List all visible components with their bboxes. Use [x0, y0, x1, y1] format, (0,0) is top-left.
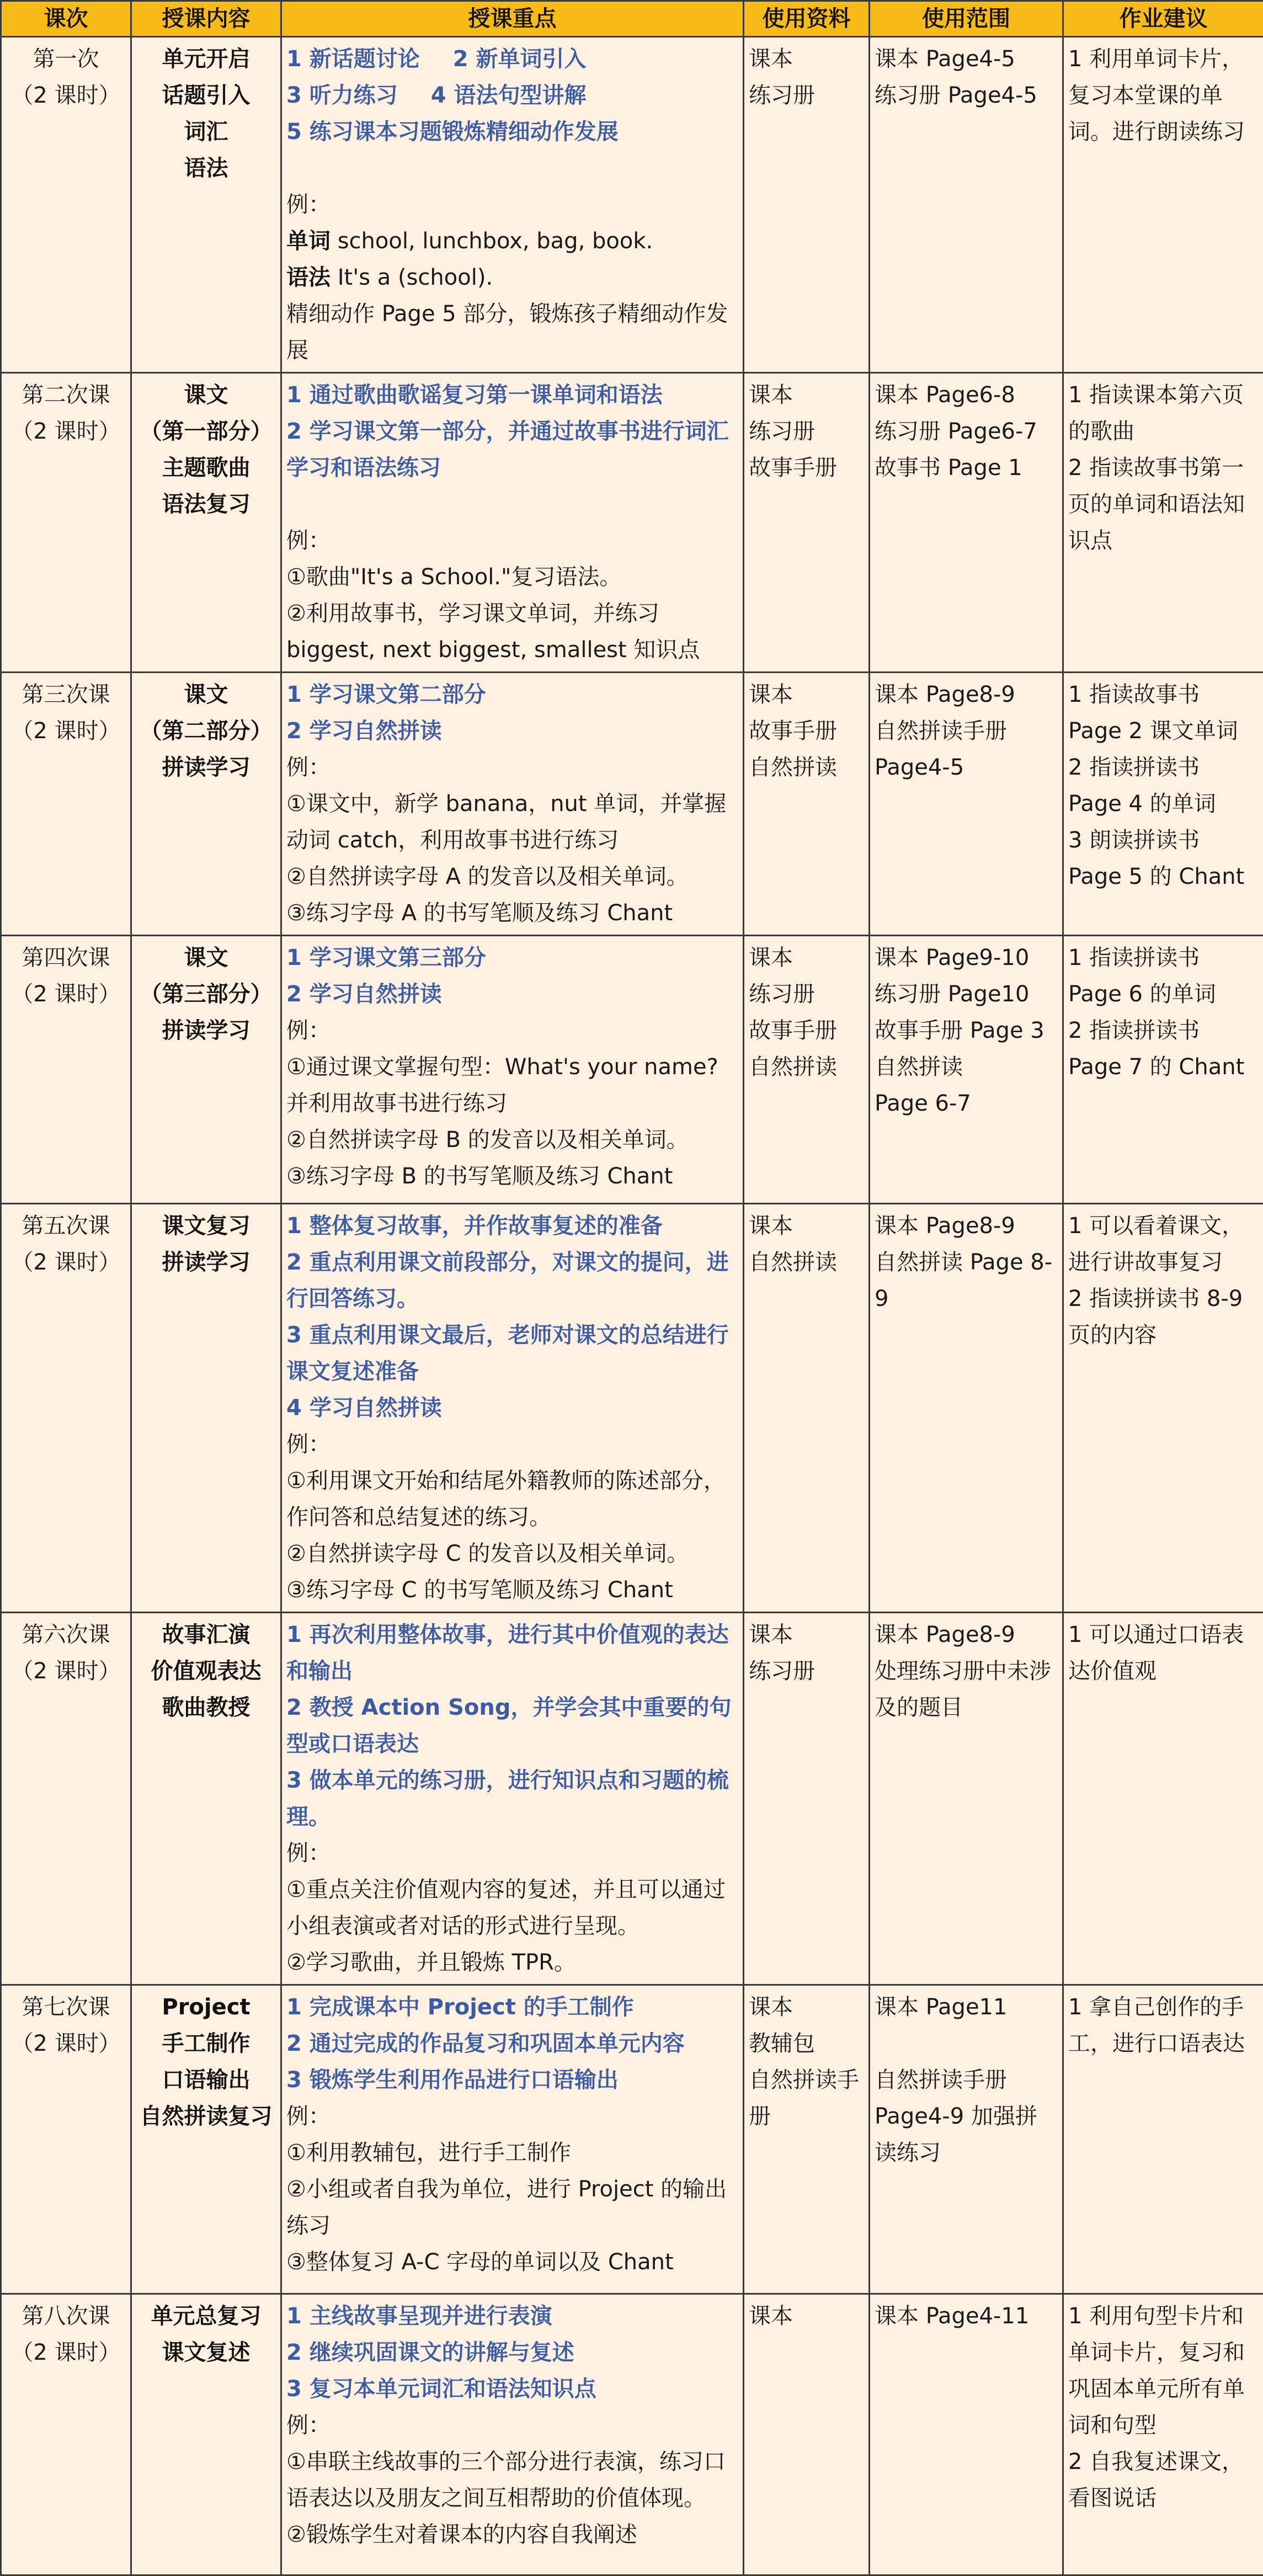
materials-cell — [744, 1985, 870, 2294]
material-item: 练习册 — [749, 77, 864, 114]
homework-cell: 1 拿自己创作的手工，进行口语表达 — [1063, 1985, 1263, 2294]
material-item: 课本 — [749, 41, 864, 77]
lesson-hours: （2 课时） — [6, 1653, 126, 1689]
content-line: 主题歌曲 — [136, 450, 276, 486]
material-item: 自然拼读 — [749, 1244, 864, 1281]
scope-item: 故事手册 Page 3 — [875, 1012, 1058, 1049]
key-point: 1 主线故事呈现并进行表演 — [286, 2298, 738, 2334]
materials-cell — [744, 2294, 870, 2575]
materials-cell — [744, 373, 870, 673]
lesson-cell — [1, 936, 131, 1204]
lesson-hours: （2 课时） — [6, 413, 126, 450]
content-line: 课文 — [136, 676, 276, 713]
key-point: 1 学习课文第三部分 — [286, 940, 738, 976]
key-points-cell — [281, 373, 744, 673]
key-point: 1 再次利用整体故事，进行其中价值观的表达和输出 — [286, 1617, 738, 1689]
example-label: 例： — [286, 186, 738, 223]
content-line: 词汇 — [136, 114, 276, 150]
scope-item: 练习册 Page6-7 — [875, 413, 1058, 450]
lesson-number: 第四次课 — [6, 940, 126, 976]
example-line — [286, 259, 738, 296]
vocab-label: 单词 — [286, 228, 331, 254]
example-line: ②锻炼学生对着课本的内容自我阐述 — [286, 2516, 738, 2553]
lesson-hours: （2 课时） — [6, 713, 126, 749]
example-line: ①利用教辅包，进行手工制作 — [286, 2135, 738, 2171]
lesson-cell — [1, 673, 131, 936]
example-line: ①课文中，新学 banana，nut 单词，并掌握动词 catch，利用故事书进行练习 — [286, 786, 738, 858]
example-line: ①利用课文开始和结尾外籍教师的陈述部分，作问答和总结复述的练习。 — [286, 1463, 738, 1535]
example-label: 例： — [286, 1835, 738, 1871]
key-point: 3 复习本单元词汇和语法知识点 — [286, 2371, 738, 2407]
header-row — [1, 1, 1263, 37]
scope-item: 课本 Page9-10 — [875, 940, 1058, 976]
header-materials: 使用资料 — [744, 1, 870, 37]
table-row — [1, 1204, 1263, 1613]
example-line: ①重点关注价值观内容的复述，并且可以通过小组表演或者对话的形式进行呈现。 — [286, 1871, 738, 1944]
scope-item: 自然拼读手册 — [875, 2062, 1058, 2098]
content-line: 课文复述 — [136, 2334, 276, 2371]
example-line: ①通过课文掌握句型：What's your name? 并利用故事书进行练习 — [286, 1049, 738, 1122]
header-content: 授课内容 — [131, 1, 281, 37]
content-line: 拼读学习 — [136, 749, 276, 786]
content-line: 语法 — [136, 150, 276, 186]
lesson-hours: （2 课时） — [6, 1244, 126, 1281]
header-homework: 作业建议 — [1063, 1, 1263, 37]
content-line: 拼读学习 — [136, 1244, 276, 1281]
materials-cell — [744, 673, 870, 936]
vocab-text: school, lunchbox, bag, book. — [331, 228, 653, 254]
scope-cell — [870, 37, 1063, 373]
scope-item: 处理练习册中未涉及的题目 — [875, 1653, 1058, 1726]
lesson-hours: （2 课时） — [6, 77, 126, 114]
scope-item: 自然拼读 Page 8-9 — [875, 1244, 1058, 1317]
example-line: ③练习字母 A 的书写笔顺及练习 Chant — [286, 895, 738, 931]
scope-item: Page 6-7 — [875, 1085, 1058, 1122]
table-row — [1, 1613, 1263, 1985]
content-line: 故事汇演 — [136, 1617, 276, 1653]
example-line: ②自然拼读字母 C 的发音以及相关单词。 — [286, 1535, 738, 1572]
example-line: ③整体复习 A-C 字母的单词以及 Chant — [286, 2244, 738, 2280]
material-item: 课本 — [749, 1617, 864, 1653]
key-point: 3 听力练习 — [286, 83, 398, 108]
key-point: 2 学习课文第一部分，并通过故事书进行词汇学习和语法练习 — [286, 413, 738, 486]
homework-cell: 1 指读故事书 Page 2 课文单词 2 指读拼读书 Page 4 的单词 3 朗读拼读书 Page 5 的 Chant — [1063, 673, 1263, 936]
key-points-cell — [281, 37, 744, 373]
key-point: 2 继续巩固课文的讲解与复述 — [286, 2334, 738, 2371]
key-point: 3 做本单元的练习册，进行知识点和习题的梳理。 — [286, 1762, 738, 1835]
table-row — [1, 673, 1263, 936]
content-line: 话题引入 — [136, 77, 276, 114]
material-item: 教辅包 — [749, 2025, 864, 2062]
table-row — [1, 373, 1263, 673]
example-label: 例： — [286, 522, 738, 559]
header-lesson: 课次 — [1, 1, 131, 37]
grammar-text: It's a (school). — [331, 265, 493, 290]
key-point: 5 练习课本习题锻炼精细动作发展 — [286, 114, 738, 150]
key-points-cell — [281, 673, 744, 936]
example-line: ②自然拼读字母 B 的发音以及相关单词。 — [286, 1122, 738, 1158]
lesson-number: 第一次 — [6, 41, 126, 77]
content-line: 课文复习 — [136, 1208, 276, 1244]
content-cell — [131, 1204, 281, 1613]
material-item: 课本 — [749, 1989, 864, 2025]
key-point: 4 学习自然拼读 — [286, 1390, 738, 1426]
content-line: 课文 — [136, 940, 276, 976]
table-row — [1, 37, 1263, 373]
materials-cell — [744, 37, 870, 373]
material-item: 故事手册 — [749, 1012, 864, 1049]
scope-item: Page4-5 — [875, 749, 1058, 786]
scope-cell — [870, 373, 1063, 673]
lesson-number: 第三次课 — [6, 676, 126, 713]
key-point: 2 新单词引入 — [453, 46, 587, 72]
table-row — [1, 2294, 1263, 2575]
key-point: 1 通过歌曲歌谣复习第一课单词和语法 — [286, 377, 738, 413]
example-line: 精细动作 Page 5 部分，锻炼孩子精细动作发展 — [286, 296, 738, 369]
content-line: 单元总复习 — [136, 2298, 276, 2334]
key-point: 1 新话题讨论 — [286, 46, 420, 72]
lesson-cell — [1, 1613, 131, 1985]
homework-cell: 1 可以通过口语表达价值观 — [1063, 1613, 1263, 1985]
content-line: Project — [136, 1989, 276, 2025]
material-item: 故事手册 — [749, 450, 864, 486]
lesson-number: 第二次课 — [6, 377, 126, 413]
key-point-line — [286, 77, 738, 114]
content-line: 单元开启 — [136, 41, 276, 77]
material-item: 课本 — [749, 676, 864, 713]
scope-item: 课本 Page8-9 — [875, 676, 1058, 713]
example-label: 例： — [286, 1012, 738, 1049]
key-points-cell — [281, 1985, 744, 2294]
key-points-cell — [281, 1204, 744, 1613]
lesson-cell — [1, 2294, 131, 2575]
lesson-cell — [1, 1204, 131, 1613]
materials-cell — [744, 1613, 870, 1985]
key-points-cell — [281, 1613, 744, 1985]
scope-item: 故事书 Page 1 — [875, 450, 1058, 486]
example-line — [286, 223, 738, 259]
content-line: 手工制作 — [136, 2025, 276, 2062]
key-point: 1 完成课本中 Project 的手工制作 — [286, 1989, 738, 2025]
material-item: 自然拼读 — [749, 1049, 864, 1085]
key-point: 3 重点利用课文最后，老师对课文的总结进行课文复述准备 — [286, 1317, 738, 1390]
key-point: 2 通过完成的作品复习和巩固本单元内容 — [286, 2025, 738, 2062]
scope-item: Page4-9 加强拼读练习 — [875, 2098, 1058, 2171]
content-line: 歌曲教授 — [136, 1689, 276, 1726]
scope-cell — [870, 1985, 1063, 2294]
content-cell — [131, 1985, 281, 2294]
key-point: 1 整体复习故事，并作故事复述的准备 — [286, 1208, 738, 1244]
table-row — [1, 1985, 1263, 2294]
content-cell — [131, 37, 281, 373]
scope-item: 课本 Page8-9 — [875, 1617, 1058, 1653]
material-item: 练习册 — [749, 413, 864, 450]
scope-item: 课本 Page8-9 — [875, 1208, 1058, 1244]
example-line: ①歌曲"It's a School."复习语法。 — [286, 559, 738, 595]
scope-item: 课本 Page4-11 — [875, 2298, 1058, 2334]
example-line: ②自然拼读字母 A 的发音以及相关单词。 — [286, 858, 738, 895]
content-line: 语法复习 — [136, 486, 276, 522]
homework-cell: 1 指读课本第六页的歌曲 2 指读故事书第一页的单词和语法知识点 — [1063, 373, 1263, 673]
key-point: 2 教授 Action Song，并学会其中重要的句型或口语表达 — [286, 1689, 738, 1762]
header-key-points: 授课重点 — [281, 1, 744, 37]
key-point: 4 语法句型讲解 — [431, 83, 587, 108]
content-cell — [131, 936, 281, 1204]
scope-item: 自然拼读 — [875, 1049, 1058, 1085]
key-points-cell — [281, 2294, 744, 2575]
lesson-number: 第六次课 — [6, 1617, 126, 1653]
homework-cell: 1 利用单词卡片，复习本堂课的单词。进行朗读练习 — [1063, 37, 1263, 373]
content-cell — [131, 673, 281, 936]
material-item: 课本 — [749, 1208, 864, 1244]
lesson-hours: （2 课时） — [6, 976, 126, 1012]
key-point: 2 重点利用课文前段部分，对课文的提问，进行回答练习。 — [286, 1244, 738, 1317]
grammar-label: 语法 — [286, 265, 331, 290]
lesson-cell — [1, 373, 131, 673]
key-point: 3 锻炼学生利用作品进行口语输出 — [286, 2062, 738, 2098]
example-label: 例： — [286, 2098, 738, 2135]
content-line: 拼读学习 — [136, 1012, 276, 1049]
scope-item: 课本 Page11 — [875, 1989, 1058, 2025]
material-item: 课本 — [749, 377, 864, 413]
key-point: 2 学习自然拼读 — [286, 976, 738, 1012]
scope-cell — [870, 936, 1063, 1204]
scope-item: 自然拼读手册 — [875, 713, 1058, 749]
content-cell — [131, 2294, 281, 2575]
material-item: 自然拼读 — [749, 749, 864, 786]
material-item: 课本 — [749, 940, 864, 976]
content-line: （第二部分） — [136, 713, 276, 749]
materials-cell — [744, 1204, 870, 1613]
lesson-hours: （2 课时） — [6, 2334, 126, 2371]
lesson-cell — [1, 1985, 131, 2294]
material-item: 自然拼读手册 — [749, 2062, 864, 2135]
scope-cell — [870, 1613, 1063, 1985]
content-line: 价值观表达 — [136, 1653, 276, 1689]
material-item: 课本 — [749, 2298, 864, 2334]
example-label: 例： — [286, 1426, 738, 1463]
scope-item: 课本 Page6-8 — [875, 377, 1058, 413]
material-item: 练习册 — [749, 976, 864, 1012]
scope-item: 课本 Page4-5 — [875, 41, 1058, 77]
lesson-cell — [1, 37, 131, 373]
content-cell — [131, 1613, 281, 1985]
key-point: 2 学习自然拼读 — [286, 713, 738, 749]
example-line: ②小组或者自我为单位，进行 Project 的输出练习 — [286, 2171, 738, 2244]
materials-cell — [744, 936, 870, 1204]
homework-cell: 1 指读拼读书 Page 6 的单词 2 指读拼读书 Page 7 的 Chant — [1063, 936, 1263, 1204]
scope-cell — [870, 673, 1063, 936]
scope-cell — [870, 2294, 1063, 2575]
lesson-number: 第七次课 — [6, 1989, 126, 2025]
example-line: ②学习歌曲，并且锻炼 TPR。 — [286, 1944, 738, 1981]
table-row — [1, 936, 1263, 1204]
material-item: 故事手册 — [749, 713, 864, 749]
scope-item: 练习册 Page4-5 — [875, 77, 1058, 114]
content-line: 口语输出 — [136, 2062, 276, 2098]
lesson-number: 第五次课 — [6, 1208, 126, 1244]
example-line: ①串联主线故事的三个部分进行表演，练习口语表达以及朋友之间互相帮助的价值体现。 — [286, 2444, 738, 2516]
lesson-number: 第八次课 — [6, 2298, 126, 2334]
example-label: 例： — [286, 749, 738, 786]
content-line: （第一部分） — [136, 413, 276, 450]
content-line: 自然拼读复习 — [136, 2098, 276, 2135]
content-line: （第三部分） — [136, 976, 276, 1012]
homework-cell: 1 利用句型卡片和单词卡片，复习和巩固本单元所有单词和句型 2 自我复述课文，看图说话 — [1063, 2294, 1263, 2575]
key-point: 1 学习课文第二部分 — [286, 676, 738, 713]
homework-cell: 1 可以看着课文，进行讲故事复习 2 指读拼读书 8-9 页的内容 — [1063, 1204, 1263, 1613]
content-cell — [131, 373, 281, 673]
lesson-hours: （2 课时） — [6, 2025, 126, 2062]
example-line: ③练习字母 C 的书写笔顺及练习 Chant — [286, 1572, 738, 1608]
scope-item: 练习册 Page10 — [875, 976, 1058, 1012]
content-line: 课文 — [136, 377, 276, 413]
scope-cell — [870, 1204, 1063, 1613]
key-points-cell — [281, 936, 744, 1204]
example-label: 例： — [286, 2407, 738, 2444]
example-line: ③练习字母 B 的书写笔顺及练习 Chant — [286, 1158, 738, 1194]
example-line: ②利用故事书，学习课文单词，并练习 biggest, next biggest, smallest 知识点 — [286, 595, 738, 668]
header-scope: 使用范围 — [870, 1, 1063, 37]
material-item: 练习册 — [749, 1653, 864, 1689]
key-point-line — [286, 41, 738, 77]
